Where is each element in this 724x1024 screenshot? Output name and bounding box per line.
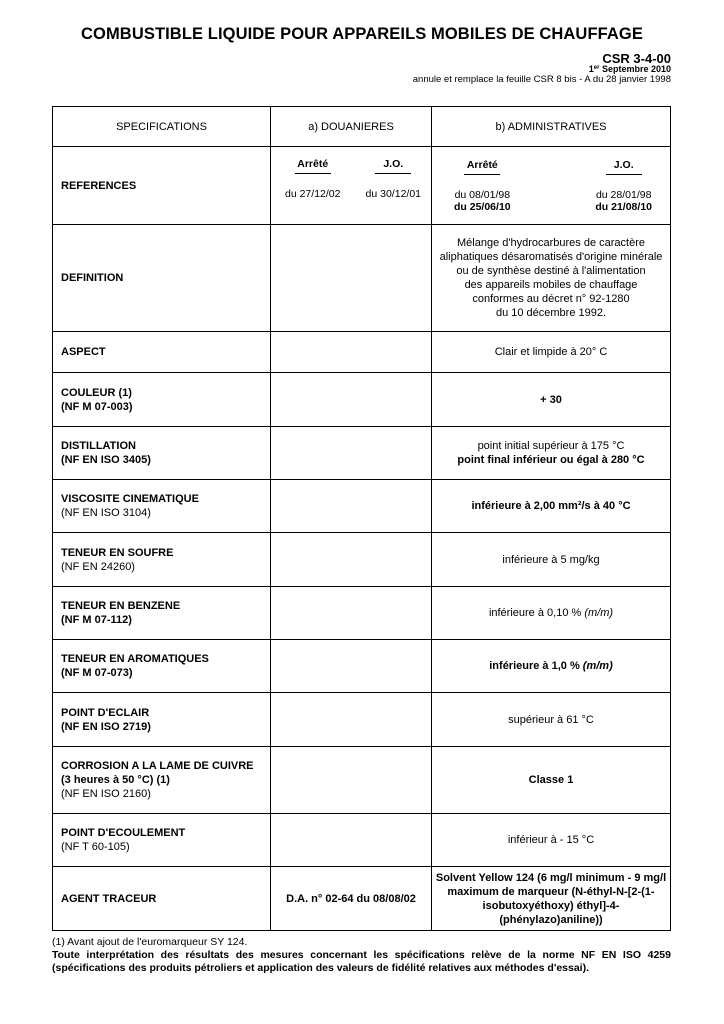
distillation-label2: (NF EN ISO 3405) xyxy=(61,454,151,466)
row-aromatiques xyxy=(53,640,671,693)
admin-jo-label: J.O. xyxy=(606,159,642,175)
label-benzene xyxy=(53,587,271,640)
admin-arrete-date2: du 25/06/10 xyxy=(454,200,511,213)
soufre-admin: inférieure à 5 mg/kg xyxy=(432,533,671,587)
couleur-douane xyxy=(271,373,432,427)
couleur-label2: (NF M 07-003) xyxy=(61,400,133,413)
traceur-admin xyxy=(432,867,671,931)
ecoulement-admin: inférieur à - 15 °C xyxy=(432,814,671,867)
aromatiques-unit: (m/m) xyxy=(582,660,613,672)
document-date xyxy=(589,64,671,74)
label-corrosion xyxy=(53,747,271,814)
replaces-note: annule et remplace la feuille CSR 8 bis - A du 28 janvier 1998 xyxy=(412,74,671,85)
aromatiques-admin xyxy=(432,640,671,693)
benzene-label1: TENEUR EN BENZENE xyxy=(61,600,181,612)
row-ecoulement xyxy=(53,814,671,867)
label-aspect: ASPECT xyxy=(53,332,271,373)
distillation-douane xyxy=(271,427,432,480)
soufre-label2: (NF EN 24260) xyxy=(61,560,135,573)
aromatiques-label2: (NF M 07-073) xyxy=(61,667,133,679)
row-soufre xyxy=(53,533,671,587)
viscosite-douane xyxy=(271,480,432,533)
benzene-douane xyxy=(271,587,432,640)
label-viscosite xyxy=(53,480,271,533)
benzene-unit: (m/m) xyxy=(584,607,614,619)
footnote-1: (1) Avant ajout de l'euromarqueur SY 124. xyxy=(52,936,248,948)
corrosion-label3: (NF EN ISO 2160) xyxy=(61,788,151,800)
label-references: REFERENCES xyxy=(53,147,271,225)
douane-jo-label: J.O. xyxy=(375,158,411,174)
ecoulement-label1: POINT D'ECOULEMENT xyxy=(61,827,186,839)
row-benzene xyxy=(53,587,671,640)
corrosion-admin: Classe 1 xyxy=(432,747,671,814)
aspect-douane xyxy=(271,332,432,373)
definition-line: du 10 décembre 1992. xyxy=(495,307,607,319)
row-couleur xyxy=(53,373,671,427)
row-definition xyxy=(53,225,671,332)
header-specifications: SPECIFICATIONS xyxy=(53,107,271,147)
label-traceur: AGENT TRACEUR xyxy=(53,867,271,931)
viscosite-label2: (NF EN ISO 3104) xyxy=(61,507,151,519)
definition-line: Mélange d'hydrocarbures de caractère xyxy=(457,237,645,249)
header-douanieres: a) DOUANIERES xyxy=(271,107,432,147)
douane-arrete-date: du 27/12/02 xyxy=(285,187,341,200)
label-definition: DEFINITION xyxy=(53,225,271,332)
document-title: COMBUSTIBLE LIQUIDE POUR APPAREILS MOBILES DE CHAUFFAGE xyxy=(81,25,643,43)
corrosion-douane xyxy=(271,747,432,814)
admin-jo-date1: du 28/01/98 xyxy=(595,188,652,201)
row-references xyxy=(53,147,671,225)
distillation-label1: DISTILLATION xyxy=(61,440,136,452)
definition-admin xyxy=(432,225,671,332)
row-traceur xyxy=(53,867,671,931)
specifications-table xyxy=(52,106,671,931)
references-douane xyxy=(271,147,432,225)
label-couleur xyxy=(53,373,271,427)
footnote-2: Toute interprétation des résultats des mesures concernant les spécifications relève de la norme NF EN ISO 4259 (spécifications des produits pétroliers et application des valeurs de fidélité relatives aux méthodes d'essai). xyxy=(52,949,671,974)
definition-douane xyxy=(271,225,432,332)
traceur-admin1: Solvent Yellow 124 (6 mg/l minimum - 9 mg/l xyxy=(435,871,667,884)
distillation-admin xyxy=(432,427,671,480)
distillation-admin2: point final inférieur ou égal à 280 °C xyxy=(457,454,645,466)
aspect-admin: Clair et limpide à 20° C xyxy=(432,332,671,373)
eclair-admin: supérieur à 61 °C xyxy=(432,693,671,747)
references-admin xyxy=(432,147,671,225)
table-header-row xyxy=(53,107,671,147)
distillation-admin1: point initial supérieur à 175 °C xyxy=(477,440,625,452)
benzene-admin xyxy=(432,587,671,640)
row-corrosion xyxy=(53,747,671,814)
corrosion-label2: (3 heures à 50 °C) (1) xyxy=(61,774,170,786)
document-code: CSR 3-4-00 xyxy=(602,51,671,66)
aromatiques-douane xyxy=(271,640,432,693)
definition-line: conformes au décret n° 92-1280 xyxy=(472,293,630,305)
douane-arrete-label: Arrêté xyxy=(295,158,331,174)
couleur-admin: + 30 xyxy=(432,373,671,427)
ecoulement-douane xyxy=(271,814,432,867)
douane-jo-date: du 30/12/01 xyxy=(365,187,421,200)
admin-arrete-date1: du 08/01/98 xyxy=(454,188,511,201)
definition-line: aliphatiques désaromatisés d'origine minérale xyxy=(439,251,663,263)
date-rest: Septembre 2010 xyxy=(599,64,671,74)
traceur-admin2: maximum de marqueur (N-éthyl-N-[2-(1- xyxy=(447,885,655,898)
benzene-value: inférieure à 0,10 % xyxy=(488,607,585,619)
label-ecoulement xyxy=(53,814,271,867)
soufre-douane xyxy=(271,533,432,587)
eclair-label1: POINT D'ECLAIR xyxy=(61,706,150,719)
aromatiques-value: inférieure à 1,0 % xyxy=(489,660,583,672)
label-soufre xyxy=(53,533,271,587)
row-eclair xyxy=(53,693,671,747)
couleur-label1: COULEUR (1) xyxy=(61,386,132,399)
label-eclair xyxy=(53,693,271,747)
label-distillation xyxy=(53,427,271,480)
definition-line: ou de synthèse destiné à l'alimentation xyxy=(456,265,646,277)
date-sup: er xyxy=(593,65,600,71)
soufre-label1: TENEUR EN SOUFRE xyxy=(61,546,174,559)
eclair-label2: (NF EN ISO 2719) xyxy=(61,720,151,733)
date-day: 1 xyxy=(588,64,594,74)
admin-jo-date2: du 21/08/10 xyxy=(595,200,652,213)
eclair-douane xyxy=(271,693,432,747)
label-aromatiques xyxy=(53,640,271,693)
definition-line: des appareils mobiles de chauffage xyxy=(464,279,638,291)
benzene-label2: (NF M 07-112) xyxy=(61,614,132,626)
aromatiques-label1: TENEUR EN AROMATIQUES xyxy=(61,653,209,665)
header-administratives: b) ADMINISTRATIVES xyxy=(432,107,671,147)
viscosite-label1: VISCOSITE CINEMATIQUE xyxy=(61,493,199,505)
admin-arrete-label: Arrêté xyxy=(464,159,500,175)
corrosion-label1: CORROSION A LA LAME DE CUIVRE xyxy=(61,760,254,772)
row-viscosite xyxy=(53,480,671,533)
viscosite-admin: inférieure à 2,00 mm²/s à 40 °C xyxy=(432,480,671,533)
row-distillation xyxy=(53,427,671,480)
row-aspect xyxy=(53,332,671,373)
ecoulement-label2: (NF T 60-105) xyxy=(61,841,130,853)
traceur-admin3: isobutoxyéthoxy) éthyl]-4-(phénylazo)aniline)) xyxy=(482,899,620,926)
traceur-douane: D.A. n° 02-64 du 08/08/02 xyxy=(271,867,432,931)
